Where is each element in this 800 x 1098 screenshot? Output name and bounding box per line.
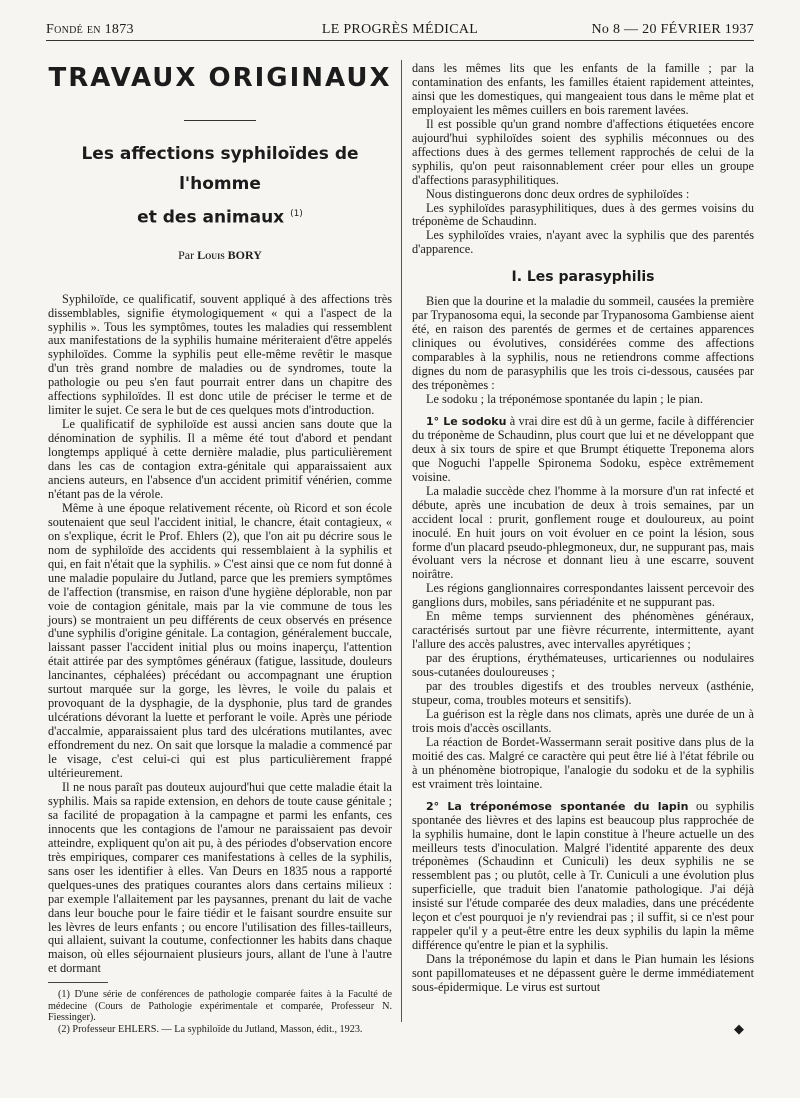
- paragraph: Nous distinguerons donc deux ordres de syphiloïdes :: [426, 186, 690, 201]
- footnote: (2) Professeur EHLERS. — La syphiloïde du Jutland, Masson, édit., 1923.: [58, 1023, 363, 1035]
- paragraph: par des troubles digestifs et des troubles nerveux (asthénie, stupeur, coma, troubles moteurs et sensitifs).: [412, 679, 754, 707]
- sodoku-text: à vrai dire est dû à un germe, facile à différencier du tréponème de Schaudinn, plus court que lui et ne développant que deux à six tours de spire et que Brumpt étiquette Treponema alors que Noguchi l'appelle Spironema Sodoku, espèce extrêmement voisine.: [412, 413, 755, 484]
- paragraph: Le qualificatif de syphiloïde est aussi ancien sans doute que la dénomination de syphilis. Il a même été tout d'abord et pendant longtemps appliqué à cette dernière maladie, plus particulièrement dans les cas de contagion extra-génitale qui apparaissaient aux anciens auteurs, en l'absence d'un accident primitif vénérien, comme n'étant pas de la vérole.: [48, 417, 392, 501]
- paragraph: La guérison est la règle dans nos climats, après une durée de un à trois mois d'accès oscillants.: [412, 706, 754, 735]
- footnote-rule: [48, 982, 108, 983]
- column-divider: [401, 60, 402, 1022]
- footnotes: [48, 989, 392, 1035]
- footnote: (1) D'une série de conférences de pathologie comparée faites à la Faculté de médecine (Cours de Pathologie expérimentale et comparée, Professeur N. Fiessinger).: [48, 989, 392, 1024]
- running-header: [46, 22, 754, 41]
- article-title-line1: Les affections syphiloïdes de l'homme: [81, 144, 359, 194]
- byline-prefix: Par: [178, 247, 195, 262]
- subsection-title: I. Les parasyphilis: [511, 269, 655, 286]
- paragraph: Il ne nous paraît pas douteux aujourd'hui que cette maladie était la syphilis. Mais sa rapide extension, en dehors de toute cause génitale ; sa facilité de propagation à la campagne et parmi les enfants, ces innocents que les contagions de l'amour ne paraissaient pas devoir atteindre, expliquent qu'on ait pu, à des périodes d'observation encore très empiriques, comparer ces manifestations à celles de la syphilis, sans oser les identifier à elles. Van Deurs en 1835 nous a rapporté quelques-unes des pratiques courantes alors dans certains milieux : par exemple l'allaitement par les paysannes, prenant du lait de vache dans leur bouche pour le faire tiédir et le faisant sourdre ensuite sur les lèvres de leurs enfants ; ou encore l'utilisation des filles-tailleurs, qui allaient, suivant la coutume, confectionner les habits dans chaque maison, où elles séjournaient plusieurs jours, allant de l'une à l'autre et dormant: [48, 779, 392, 976]
- paragraph: Les syphiloïdes vraies, n'ayant avec la syphilis que des parentés d'apparence.: [412, 228, 754, 257]
- end-mark: ◆: [734, 1021, 744, 1036]
- founded-label: Fondé en 1873: [46, 22, 134, 37]
- lapin-heading: 2° La tréponémose spontanée du lapin: [426, 799, 689, 813]
- paragraph: [412, 800, 754, 953]
- paragraph: Les régions ganglionnaires correspondantes laissent percevoir des ganglions durs, mobiles, sans périadénite et ne suppurant pas.: [412, 581, 754, 610]
- paragraph: [412, 415, 754, 485]
- paragraph: par des éruptions, érythémateuses, urticariennes ou nodulaires sous-cutanées douloureuses ;: [412, 651, 754, 680]
- author-name: Louis BORY: [197, 247, 262, 262]
- paragraph: Syphiloïde, ce qualificatif, souvent appliqué à des affections très dissemblables, signifie étymologiquement « qui a l'aspect de la syphilis ». Tous les symptômes, toutes les maladies qui ressemblent aux manifestations de la syphilis humaine mériteraient d'être appelés syphiloïdes. Comme la syphilis peut elle-même revêtir le masque d'un très grand nombre de maladies ou de syndromes, toute la pathologie ou peu s'en faut pourrait entrer dans un chapitre des affections syphiloïdes. Il est donc utile de préciser le terme et de limiter le sujet. Ce sera le but de ces quelques mots d'introduction.: [48, 291, 392, 418]
- title-rule: [184, 120, 256, 121]
- article-title-line2: et des animaux: [137, 207, 285, 228]
- sodoku-heading: 1° Le sodoku: [426, 414, 507, 428]
- right-column: [412, 62, 754, 995]
- left-column: [48, 62, 392, 1035]
- section-title: TRAVAUX ORIGINAUX: [48, 63, 392, 93]
- paragraph: Dans la tréponémose du lapin et dans le Pian humain les lésions sont papillomateuses et ne dépassent guère le derme immédiatement sous-épidermique. Le virus est surtout: [412, 952, 754, 995]
- paragraph: En même temps surviennent des phénomènes généraux, caractérisés surtout par une fièvre récurrente, intermittente, ayant l'allure des accès palustres, avec intervalles apyrétiques ;: [412, 609, 754, 652]
- paragraph: La maladie succède chez l'homme à la morsure d'un rat infecté et débute, après une incubation de deux à trois semaines, par un accident local : prurit, gonflement rouge et douloureux, au point inoculé. En huit jours on voit évoluer en ce point la lésion, sous forme d'un placard pseudo-phlegmoneux, dur, ne suppurant pas, mais évoluant vers la nécrose et donnant lieu à une escarre, souvent noirâtre.: [412, 483, 754, 582]
- lapin-text: ou syphilis spontanée des lièvres et des lapins est beaucoup plus rapprochée de la syphilis humaine, dont le lapin constitue à l'heure actuelle un des meilleurs tests d'inoculation. Malgré l'identité apparente des deux tréponèmes (Schaudinn et Cuniculi) les deux syphilis ne se ressemblent pas ; ou plutôt, celle à Tr. Cuniculi a une évolution plus superficielle, que traduit bien l'anatomie pathologique. J'ai déjà insisté sur l'étude comparée des deux maladies, dans une précédente leçon et c'est pourquoi je n'y reviendrai pas ; il suffit, si ce n'est pour rappeler qu'il y a peut-être entre les deux syphilis du lapin la même différence qu'entre le pian et la syphilis.: [412, 798, 755, 953]
- journal-title: LE PROGRÈS MÉDICAL: [321, 22, 479, 37]
- paragraph: dans les mêmes lits que les enfants de la famille ; par la contamination des enfants, les familles étaient rapidement atteintes, ainsi que les domestiques, qui mangeaient tous dans le même plat et employaient les mêmes cuillers en bois rarement lavées.: [412, 61, 754, 117]
- paragraph: Même à une époque relativement récente, où Ricord et son école soutenaient que seul l'accident initial, le chancre, était contagieux, « on s'explique, écrit le Prof. Ehlers (2), que l'on ait pu décrire sous le nom de syphiloïde des accidents qui ressemblaient à la syphilis et qui, en fait n'était que la syphilis. » C'est ainsi que ce nom fut donné à une maladie populaire du Jutland, parce que les premiers symptômes de l'affection (transmise, en raison d'une hygiène déplorable, non par voie de contagion génitale, mais par la vie commune de tous les jours) se montraient un peu différents de ceux observés en présence d'une syphilis d'origine génitale. La contagion, généralement buccale, laissant passer l'accident initial plus ou moins inaperçu, l'attention était attirée par des symptômes généraux (fatigue, lassitude, douleurs lancinantes, céphalées) précédant ou accompagnant une éruption surtout marquée sur la gorge, les lèvres, le voile du palais et provoquant de la dysphagie, de la dysphonie, plus tard de grandes ulcérations dévorant la luette et perforant le voile. Après une période d'accalmie, apparaissaient plus tard des ulcérations mutilantes, avec effondrement du nez. On sait que lorsque la maladie a commencé par le visage, c'est celui-ci qui est plus particulièrement frappé ultérieurement.: [48, 500, 392, 781]
- paragraph: Bien que la dourine et la maladie du sommeil, causées la première par Trypanosoma equi, la seconde par Trypanosoma Gambiense aient été, en raison des parentés de germes et de certaines apparences cliniques ou évolutives, considérées comme des affections comparables à la syphilis, nous ne retiendrons comme affections dignes du nom de parasyphilis que les trois ci-dessous, causées par des tréponèmes :: [412, 294, 754, 393]
- article-title: [58, 139, 382, 233]
- issue-date: No 8 — 20 FÉVRIER 1937: [591, 22, 754, 37]
- title-footnote-ref: (1): [290, 209, 303, 219]
- byline: [48, 249, 392, 263]
- paragraph: Le sodoku ; la tréponémose spontanée du lapin ; le pian.: [426, 391, 703, 406]
- paragraph: Les syphiloïdes parasyphilitiques, dues à des germes voisins du tréponème de Schaudinn.: [412, 200, 754, 229]
- paragraph: Il est possible qu'un grand nombre d'affections étiquetées encore aujourd'hui syphiloïdes soient des syphilis méconnues ou des affections dues à des germes tellement rapprochés de celui de la syphilis, qu'on peut raisonnablement créer pour elles un groupe d'affections parasyphilitiques.: [412, 116, 754, 187]
- paragraph: La réaction de Bordet-Wassermann serait positive dans plus de la moitié des cas. Malgré ce caractère qui peut être lié à l'état fébrile ou à un phénomène biotropique, l'analogie du sodoku et de la syphilis est vraiment très lointaine.: [412, 734, 754, 791]
